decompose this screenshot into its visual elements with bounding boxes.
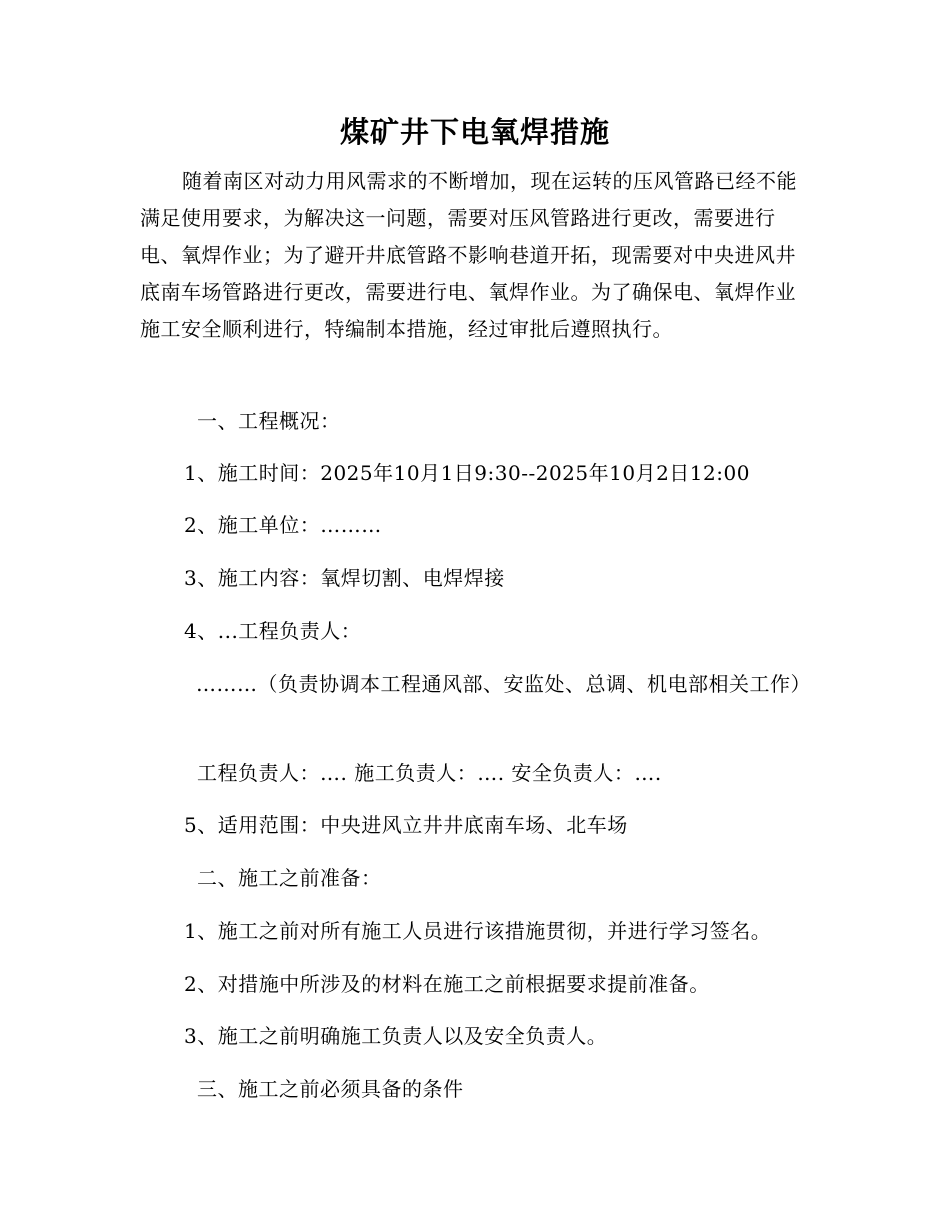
section-heading-overview: 一、工程概况： [197, 409, 341, 433]
leader-detail-paragraph: ………（负责协调本工程通风部、安监处、总调、机电部相关工作） [196, 672, 811, 696]
intro-paragraph: 随着南区对动力用风需求的不断增加，现在运转的压风管路已经不能满足使用要求，为解决这一问题，需要对压风管路进行更改，需要进行电、氧焊作业；为了避开井底管路不影响巷道开拓，现需要对中央进风井底南车场管路进行更改，需要进行电、氧焊作业。为了确保电、氧焊作业施工安全顺利进行，特编制本措施，经过审批后遵照执行。 [140, 169, 797, 341]
prep-item-1: 1、施工之前对所有施工人员进行该措施贯彻，并进行学习签名。 [184, 919, 772, 943]
overview-item-content: 3、施工内容：氧焊切割、电焊焊接 [184, 566, 505, 590]
overview-item-unit: 2、施工单位：……… [184, 513, 382, 537]
responsible-persons-line: 工程负责人：…. 施工负责人：…. 安全负责人：…. [197, 761, 662, 785]
document-title: 煤矿井下电氧焊措施 [339, 115, 610, 149]
section-heading-preparation: 二、施工之前准备： [197, 866, 382, 890]
overview-item-leader: 4、...工程负责人： [184, 619, 362, 643]
prep-item-3: 3、施工之前明确施工负责人以及安全负责人。 [184, 1024, 608, 1048]
overview-item-time: 1、施工时间：2025年10月1日9:30--2025年10月2日12:00 [184, 461, 750, 485]
overview-item-scope: 5、适用范围：中央进风立井井底南车场、北车场 [184, 813, 628, 837]
prep-item-2: 2、对措施中所涉及的材料在施工之前根据要求提前准备。 [184, 972, 710, 996]
section-heading-conditions: 三、施工之前必须具备的条件 [197, 1077, 464, 1101]
